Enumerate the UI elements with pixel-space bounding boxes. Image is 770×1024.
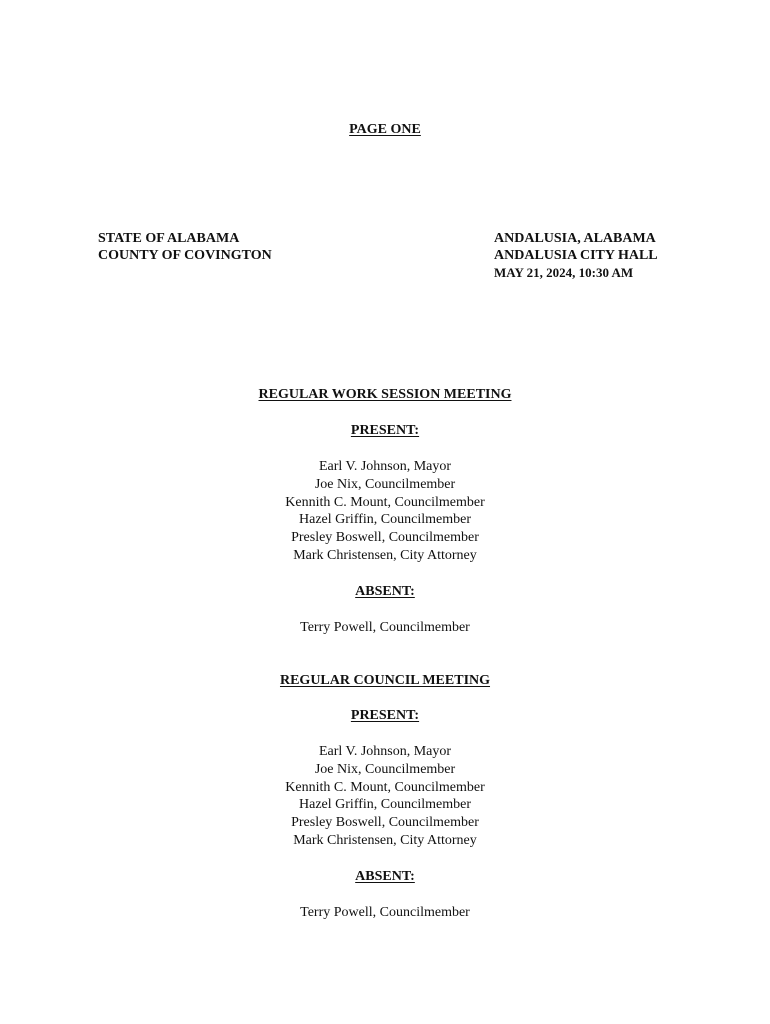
attendee: Kennith C. Mount, Councilmember — [285, 779, 485, 795]
attendee: Hazel Griffin, Councilmember — [299, 512, 471, 528]
header-right — [494, 230, 658, 281]
council-meeting-title: REGULAR COUNCIL MEETING — [279, 673, 491, 688]
attendee: Presley Boswell, Councilmember — [291, 815, 479, 831]
work-session-title: REGULAR WORK SESSION MEETING — [258, 387, 512, 402]
attendee: Hazel Griffin, Councilmember — [299, 797, 471, 813]
attendee: Mark Christensen, City Attorney — [293, 547, 477, 563]
attendee: Mark Christensen, City Attorney — [293, 832, 477, 848]
header-left — [98, 230, 272, 264]
work-session-absent-label: ABSENT: — [355, 584, 415, 599]
council-meeting-present-list — [0, 743, 770, 850]
work-session-present-label: PRESENT: — [350, 423, 420, 438]
header-state: STATE OF ALABAMA — [98, 231, 240, 246]
header-date: MAY 21, 2024, 10:30 AM — [494, 265, 634, 280]
absentee: Terry Powell, Councilmember — [300, 620, 470, 635]
work-session-present-list — [0, 458, 770, 565]
header-county: COUNTY OF COVINGTON — [98, 248, 272, 263]
council-meeting-absent-list — [0, 904, 770, 922]
council-meeting-absent-label: ABSENT: — [355, 869, 415, 884]
header-city: ANDALUSIA, ALABAMA — [494, 231, 656, 246]
attendee: Joe Nix, Councilmember — [314, 476, 456, 492]
attendee: Earl V. Johnson, Mayor — [318, 744, 452, 759]
attendee: Kennith C. Mount, Councilmember — [285, 494, 485, 510]
attendee: Earl V. Johnson, Mayor — [318, 459, 452, 474]
absentee: Terry Powell, Councilmember — [300, 905, 470, 920]
page-label: PAGE ONE — [349, 122, 421, 137]
attendee: Joe Nix, Councilmember — [314, 761, 456, 777]
council-meeting-present-label: PRESENT: — [350, 708, 420, 723]
attendee: Presley Boswell, Councilmember — [291, 530, 479, 546]
work-session-absent-list — [0, 619, 770, 637]
header-venue: ANDALUSIA CITY HALL — [494, 248, 658, 263]
